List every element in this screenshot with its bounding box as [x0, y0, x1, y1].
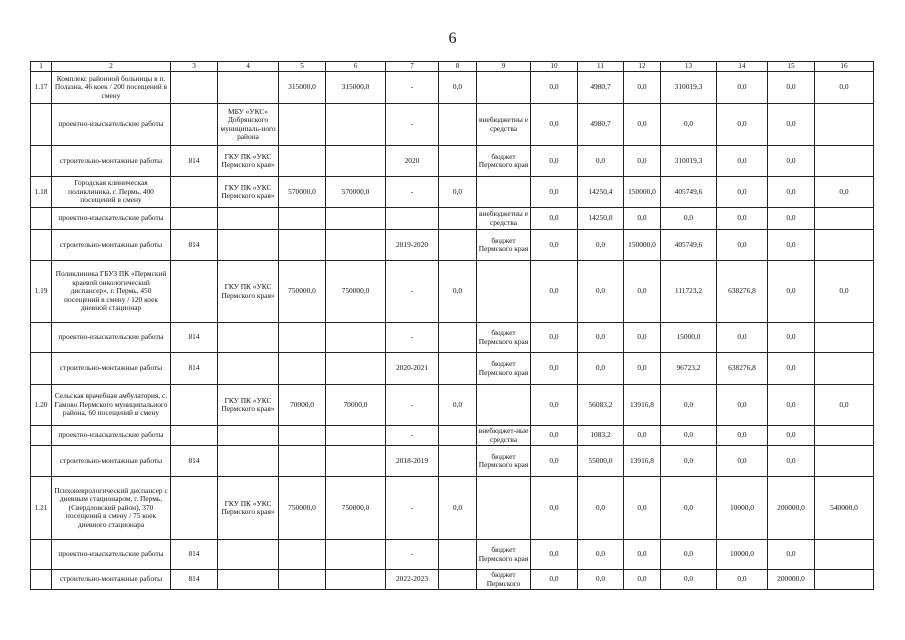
- table-cell: 0,0: [578, 353, 624, 385]
- table-cell: 0,0: [717, 385, 768, 426]
- table-cell: 750000,0: [326, 477, 386, 540]
- table-cell: 0,0: [768, 426, 815, 446]
- table-row: [31, 353, 874, 385]
- table-cell: ГКУ ПК «УКС Пермского края»: [218, 385, 279, 426]
- table-cell: 0,0: [531, 208, 578, 230]
- table-cell: ГКУ ПК «УКС Пермского края»: [218, 177, 279, 208]
- table-cell: 96723,2: [661, 353, 717, 385]
- table-cell: 814: [171, 570, 218, 590]
- table-row: [31, 477, 874, 540]
- table-cell: 0,0: [439, 261, 477, 323]
- table-cell: 0,0: [439, 177, 477, 208]
- table-cell: [326, 353, 386, 385]
- table-cell: [439, 230, 477, 261]
- table-cell: 1.17: [31, 72, 52, 104]
- table-cell: 2020: [386, 146, 439, 177]
- table-cell: [815, 353, 874, 385]
- table-cell: 638276,8: [717, 353, 768, 385]
- table-cell: [171, 385, 218, 426]
- table-cell: [326, 146, 386, 177]
- table-cell: 814: [171, 540, 218, 570]
- table-cell: [279, 104, 326, 146]
- column-number-header: 8: [439, 62, 477, 72]
- table-cell: -: [386, 540, 439, 570]
- table-row: [31, 446, 874, 477]
- table-cell: бюджет Пермского края: [477, 146, 531, 177]
- table-row: [31, 323, 874, 353]
- table-cell: [439, 446, 477, 477]
- table-cell: [218, 353, 279, 385]
- table-cell: 200000,0: [768, 477, 815, 540]
- page-number: 6: [448, 30, 457, 47]
- table-cell: [279, 540, 326, 570]
- table-cell: 0,0: [768, 208, 815, 230]
- table-cell: [31, 208, 52, 230]
- table-cell: 750000,0: [279, 261, 326, 323]
- table-cell: 0,0: [661, 104, 717, 146]
- table-cell: [171, 104, 218, 146]
- column-number-header: 2: [52, 62, 171, 72]
- table-cell: ГКУ ПК «УКС Пермского края»: [218, 146, 279, 177]
- table-cell: 0,0: [439, 477, 477, 540]
- table-cell: -: [386, 323, 439, 353]
- table-row: [31, 146, 874, 177]
- table-cell: строительно-монтажные работы: [52, 146, 171, 177]
- table-row: [31, 104, 874, 146]
- table-cell: -: [386, 104, 439, 146]
- table-cell: 0,0: [768, 230, 815, 261]
- table-cell: 0,0: [624, 570, 661, 590]
- column-number-header: 14: [717, 62, 768, 72]
- table-cell: бюджет Пермского края: [477, 540, 531, 570]
- table-cell: [326, 570, 386, 590]
- table-cell: [439, 208, 477, 230]
- table-row: [31, 72, 874, 104]
- table-cell: 0,0: [661, 540, 717, 570]
- table-cell: ГКУ ПК «УКС Пермского края»: [218, 261, 279, 323]
- table-cell: 750000,0: [279, 477, 326, 540]
- table-cell: [171, 177, 218, 208]
- table-cell: 405749,6: [661, 177, 717, 208]
- table-cell: 750000,0: [326, 261, 386, 323]
- column-number-header: 4: [218, 62, 279, 72]
- table-cell: 0,0: [624, 426, 661, 446]
- column-number-header: 11: [578, 62, 624, 72]
- table-cell: 0,0: [717, 146, 768, 177]
- column-number-header: 9: [477, 62, 531, 72]
- table-cell: МБУ «УКС» Добрянского муниципаль-ного района: [218, 104, 279, 146]
- table-cell: 13916,8: [624, 385, 661, 426]
- table-cell: 310019,3: [661, 146, 717, 177]
- table-cell: 1.18: [31, 177, 52, 208]
- table-cell: 0,0: [768, 323, 815, 353]
- table-cell: [439, 104, 477, 146]
- column-number-header: 1: [31, 62, 52, 72]
- table-cell: проектно-изыскательские работы: [52, 208, 171, 230]
- table-cell: 13916,8: [624, 446, 661, 477]
- table-cell: бюджет Пермского края: [477, 230, 531, 261]
- table-cell: 0,0: [768, 72, 815, 104]
- table-row: [31, 208, 874, 230]
- table-cell: 0,0: [531, 540, 578, 570]
- table-cell: 0,0: [661, 570, 717, 590]
- table-cell: [477, 72, 531, 104]
- table-cell: строительно-монтажные работы: [52, 570, 171, 590]
- table-cell: [815, 426, 874, 446]
- table-cell: [171, 477, 218, 540]
- table-cell: внебюджет-ные средства: [477, 426, 531, 446]
- table-cell: 0,0: [624, 353, 661, 385]
- table-cell: 0,0: [578, 323, 624, 353]
- table-cell: проектно-изыскательские работы: [52, 104, 171, 146]
- table-cell: 56083,2: [578, 385, 624, 426]
- table-cell: 310019,3: [661, 72, 717, 104]
- table-cell: 10000,0: [717, 540, 768, 570]
- table-cell: [171, 426, 218, 446]
- table-cell: 0,0: [531, 323, 578, 353]
- table-cell: 1.21: [31, 477, 52, 540]
- table-cell: 0,0: [717, 446, 768, 477]
- table-cell: [171, 208, 218, 230]
- table-cell: [31, 146, 52, 177]
- table-cell: 200000,0: [768, 570, 815, 590]
- table-cell: [279, 323, 326, 353]
- table-cell: Сельская врачебная амбулатория, с. Гамово Пермского муниципального района, 60 посещений в смену: [52, 385, 171, 426]
- table-cell: [326, 208, 386, 230]
- table-cell: Поликлиника ГБУЗ ПК «Пермский краевой онкологический диспансер», г. Пермь, 450 посещений в смену / 120 коек дневной стационар: [52, 261, 171, 323]
- table-cell: [279, 208, 326, 230]
- table-cell: 15000,0: [661, 323, 717, 353]
- table-cell: 315000,0: [279, 72, 326, 104]
- table-cell: 0,0: [531, 426, 578, 446]
- table-cell: 0,0: [624, 146, 661, 177]
- table-cell: 0,0: [531, 104, 578, 146]
- table-cell: 0,0: [624, 104, 661, 146]
- table-cell: бюджет Пермского края: [477, 446, 531, 477]
- table-cell: [477, 177, 531, 208]
- table-cell: внебюджетны е средства: [477, 104, 531, 146]
- table-cell: [218, 208, 279, 230]
- table-cell: [326, 230, 386, 261]
- table-cell: 0,0: [768, 146, 815, 177]
- table-cell: [31, 446, 52, 477]
- table-cell: 0,0: [439, 385, 477, 426]
- table-cell: бюджет Пермского: [477, 570, 531, 590]
- table-row: [31, 261, 874, 323]
- table-cell: 0,0: [624, 540, 661, 570]
- table-cell: внебюджетны е средства: [477, 208, 531, 230]
- table-cell: 1.20: [31, 385, 52, 426]
- table-cell: ГКУ ПК «УКС Пермского края»: [218, 477, 279, 540]
- table-cell: [31, 104, 52, 146]
- table-cell: 0,0: [717, 104, 768, 146]
- column-number-header: 6: [326, 62, 386, 72]
- table-cell: -: [386, 385, 439, 426]
- table-cell: 4980,7: [578, 104, 624, 146]
- table-cell: [815, 323, 874, 353]
- table-cell: 0,0: [531, 177, 578, 208]
- table-cell: -: [386, 261, 439, 323]
- table-cell: [815, 540, 874, 570]
- table-cell: 0,0: [768, 446, 815, 477]
- table-cell: 0,0: [717, 323, 768, 353]
- table-cell: [815, 208, 874, 230]
- table-cell: 0,0: [717, 208, 768, 230]
- table-cell: 0,0: [661, 477, 717, 540]
- table-cell: 0,0: [578, 261, 624, 323]
- table-cell: 1.19: [31, 261, 52, 323]
- table-cell: 638276,8: [717, 261, 768, 323]
- table-cell: 0,0: [578, 540, 624, 570]
- table-cell: 0,0: [661, 385, 717, 426]
- table-cell: 70000,0: [279, 385, 326, 426]
- table-cell: 0,0: [717, 230, 768, 261]
- column-number-header: 5: [279, 62, 326, 72]
- table-cell: 315000,0: [326, 72, 386, 104]
- column-number-header: 7: [386, 62, 439, 72]
- table-cell: 70000,0: [326, 385, 386, 426]
- table-cell: [439, 323, 477, 353]
- table-cell: 0,0: [661, 426, 717, 446]
- table-cell: 0,0: [624, 72, 661, 104]
- table-cell: 0,0: [624, 208, 661, 230]
- table-cell: Психоневрологический диспансер с дневным стационаром, г. Пермь, (Свердловский район), 370 посещений в смену / 75 коек дневного стационара: [52, 477, 171, 540]
- table-cell: [171, 261, 218, 323]
- table-row: [31, 230, 874, 261]
- table-cell: 55000,0: [578, 446, 624, 477]
- table-cell: [31, 323, 52, 353]
- table-cell: [218, 540, 279, 570]
- table-cell: проектно-изыскательские работы: [52, 426, 171, 446]
- table-cell: 570000,0: [279, 177, 326, 208]
- table-cell: 0,0: [531, 146, 578, 177]
- column-number-header: 10: [531, 62, 578, 72]
- table-cell: [279, 570, 326, 590]
- table-cell: 0,0: [815, 177, 874, 208]
- table-cell: Комплекс районной больницы в п. Полазна, 46 коек / 200 посещений в смену: [52, 72, 171, 104]
- table-cell: 0,0: [531, 230, 578, 261]
- table-cell: строительно-монтажные работы: [52, 353, 171, 385]
- table-cell: 0,0: [768, 261, 815, 323]
- table-cell: [218, 446, 279, 477]
- table-cell: 4980,7: [578, 72, 624, 104]
- table-cell: [218, 72, 279, 104]
- table-cell: 814: [171, 230, 218, 261]
- table-cell: [477, 385, 531, 426]
- table-cell: 405749,6: [661, 230, 717, 261]
- table-cell: 2018-2019: [386, 446, 439, 477]
- table-cell: 0,0: [578, 477, 624, 540]
- table-cell: [31, 230, 52, 261]
- table-cell: 0,0: [815, 385, 874, 426]
- table-cell: -: [386, 477, 439, 540]
- table-cell: 2020-2021: [386, 353, 439, 385]
- table-cell: бюджет Пермского края: [477, 353, 531, 385]
- table-cell: 0,0: [531, 385, 578, 426]
- table-cell: 0,0: [661, 208, 717, 230]
- table-cell: [386, 208, 439, 230]
- table-cell: строительно-монтажные работы: [52, 446, 171, 477]
- table-cell: 0,0: [578, 230, 624, 261]
- table-cell: 0,0: [768, 540, 815, 570]
- table-cell: 0,0: [768, 177, 815, 208]
- table-cell: [326, 323, 386, 353]
- table-cell: [326, 540, 386, 570]
- table-cell: 0,0: [531, 353, 578, 385]
- table-cell: 814: [171, 323, 218, 353]
- table-row: [31, 426, 874, 446]
- table-cell: -: [386, 72, 439, 104]
- table-cell: [815, 570, 874, 590]
- table-row: [31, 570, 874, 590]
- table-cell: 0,0: [815, 72, 874, 104]
- table-cell: 0,0: [531, 446, 578, 477]
- table-cell: [326, 446, 386, 477]
- table-cell: [815, 446, 874, 477]
- table-cell: бюджет Пермского края: [477, 323, 531, 353]
- table-cell: 150000,0: [624, 230, 661, 261]
- table-cell: [815, 104, 874, 146]
- table-cell: [31, 426, 52, 446]
- table-cell: [31, 353, 52, 385]
- table-cell: [439, 426, 477, 446]
- table-cell: проектно-изыскательские работы: [52, 540, 171, 570]
- table-cell: [279, 446, 326, 477]
- table-cell: 10000,0: [717, 477, 768, 540]
- table-cell: 111723,2: [661, 261, 717, 323]
- table-cell: проектно-изыскательские работы: [52, 323, 171, 353]
- table-cell: Городская клиническая поликлиника, г. Пермь, 400 посещений в смену: [52, 177, 171, 208]
- table-cell: [218, 426, 279, 446]
- table-row: [31, 177, 874, 208]
- table-cell: 0,0: [531, 570, 578, 590]
- table-cell: 0,0: [661, 446, 717, 477]
- table-row: [31, 385, 874, 426]
- column-number-header: 16: [815, 62, 874, 72]
- column-number-header: 3: [171, 62, 218, 72]
- table-cell: [279, 353, 326, 385]
- table-cell: [279, 426, 326, 446]
- table-cell: [31, 570, 52, 590]
- table-cell: 0,0: [624, 477, 661, 540]
- table-cell: 2022-2023: [386, 570, 439, 590]
- table-cell: 0,0: [531, 72, 578, 104]
- table-row: [31, 540, 874, 570]
- table-cell: [815, 230, 874, 261]
- table-cell: 14250,4: [578, 177, 624, 208]
- table-cell: 0,0: [531, 261, 578, 323]
- column-number-header: 15: [768, 62, 815, 72]
- table-cell: [439, 570, 477, 590]
- table-cell: 0,0: [768, 104, 815, 146]
- table-cell: 0,0: [624, 323, 661, 353]
- table-cell: 814: [171, 146, 218, 177]
- table-cell: [218, 230, 279, 261]
- table-cell: [279, 146, 326, 177]
- table-cell: 0,0: [768, 385, 815, 426]
- table-cell: 570000,0: [326, 177, 386, 208]
- table-cell: 814: [171, 353, 218, 385]
- table-cell: 0,0: [717, 426, 768, 446]
- table-cell: 0,0: [531, 477, 578, 540]
- table-cell: 2019-2020: [386, 230, 439, 261]
- table-cell: 0,0: [717, 177, 768, 208]
- table-cell: [326, 104, 386, 146]
- table-cell: 0,0: [439, 72, 477, 104]
- table-cell: [477, 477, 531, 540]
- table-cell: [477, 261, 531, 323]
- table-cell: [439, 146, 477, 177]
- table-cell: [31, 540, 52, 570]
- table-cell: 814: [171, 446, 218, 477]
- table-cell: 540000,0: [815, 477, 874, 540]
- table-cell: [218, 323, 279, 353]
- table-cell: [326, 426, 386, 446]
- column-number-header: 13: [661, 62, 717, 72]
- table-cell: 0,0: [717, 570, 768, 590]
- table-cell: 1083,2: [578, 426, 624, 446]
- column-number-header: 12: [624, 62, 661, 72]
- financing-table: [30, 61, 874, 590]
- table-cell: 0,0: [578, 146, 624, 177]
- table-cell: 14250,0: [578, 208, 624, 230]
- table-cell: 0,0: [815, 261, 874, 323]
- table-cell: -: [386, 426, 439, 446]
- table-header-row: [31, 62, 874, 72]
- table-cell: [218, 570, 279, 590]
- table-cell: 150000,0: [624, 177, 661, 208]
- table-cell: 0,0: [624, 261, 661, 323]
- table-cell: 0,0: [717, 72, 768, 104]
- table-cell: 0,0: [578, 570, 624, 590]
- table-cell: 0,0: [768, 353, 815, 385]
- table-cell: [815, 146, 874, 177]
- table-cell: -: [386, 177, 439, 208]
- table-cell: [279, 230, 326, 261]
- table-cell: строительно-монтажные работы: [52, 230, 171, 261]
- table-cell: [439, 540, 477, 570]
- table-cell: [439, 353, 477, 385]
- table-cell: [171, 72, 218, 104]
